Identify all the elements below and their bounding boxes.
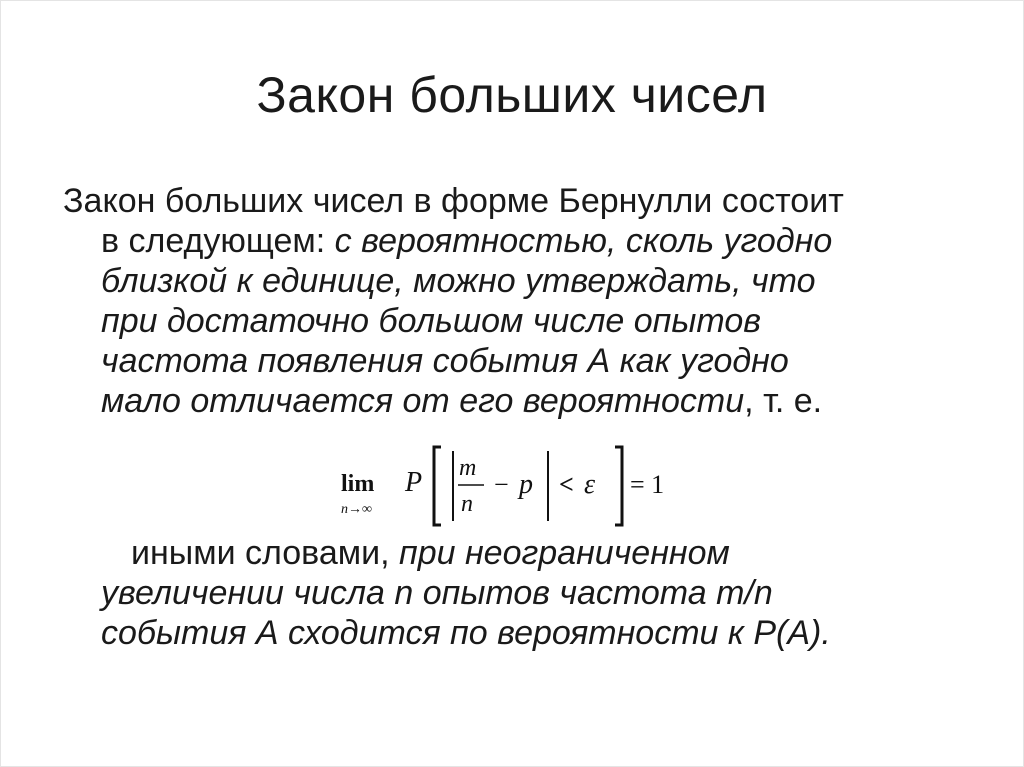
probability-p: p [519,469,533,500]
paragraph-italic-text: события А сходится по вероятности к Р(А). [101,614,831,652]
bernoulli-formula [339,441,679,531]
paragraph-line [63,381,963,421]
right-bracket [615,447,622,525]
conclusion-paragraph [63,533,963,653]
paragraph-text: иными словами, [131,534,399,572]
paragraph-line [63,221,963,261]
paragraph-italic-text: при достаточно большом числе опытов [101,302,762,340]
paragraph-italic-text: мало отличается от его вероятности [101,382,745,420]
lim-operator: lim [341,471,375,497]
slide-title: Закон больших чисел [256,67,768,123]
paragraph-italic-text: частота появления события А как угодно [101,342,789,380]
equals-one: = 1 [630,470,665,499]
probability-symbol: P [405,467,423,498]
paragraph-line [63,181,963,221]
minus-sign: − [494,470,509,499]
epsilon-symbol: ε [584,469,596,500]
lim-subscript: n→∞ [341,502,372,517]
left-bracket [434,447,441,525]
denominator-n: n [461,491,473,517]
paragraph-text: , т. е. [744,382,823,420]
paragraph-italic-text: близкой к единице, можно утверждать, что [101,262,816,300]
numerator-m: m [459,455,477,481]
paragraph-text: Закон больших чисел в форме Бернулли состоит [63,182,844,220]
paragraph-italic-text: при неограниченном [399,534,730,572]
paragraph-line [63,533,963,573]
bernoulli-paragraph [63,181,963,421]
paragraph-text: в следующем: [101,222,335,260]
less-than-sign: < [559,470,574,499]
paragraph-italic-text: с вероятностью, сколь угодно [334,222,833,260]
paragraph-italic-text: увеличении числа n опытов частота m/n [101,574,773,612]
